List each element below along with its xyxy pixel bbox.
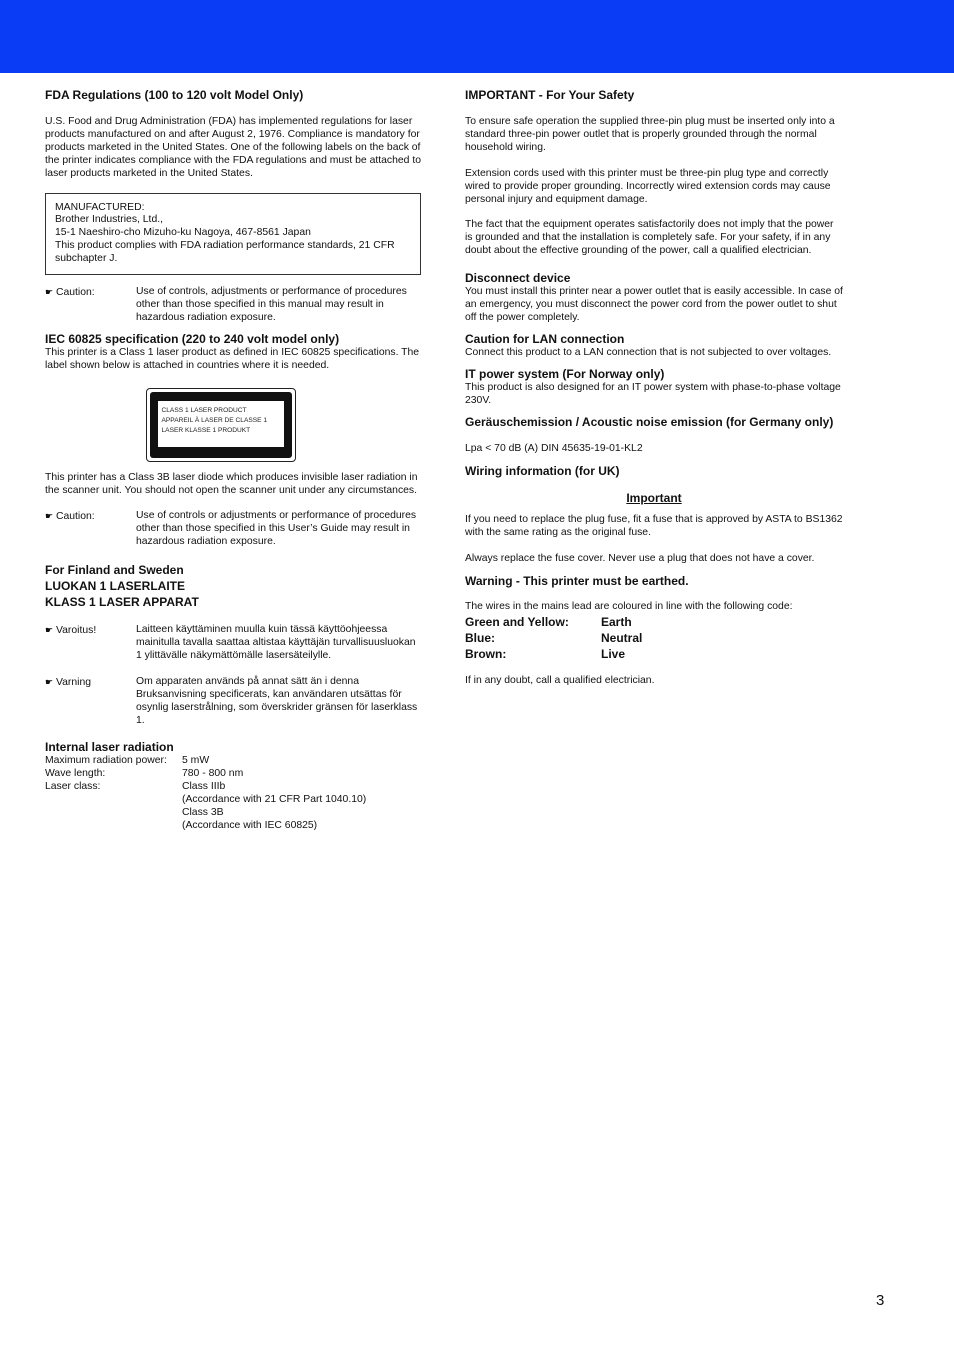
fda-heading: FDA Regulations (100 to 120 volt Model Only) [45, 88, 304, 102]
spec-label: Wave length: [45, 768, 106, 780]
varoitus-note [45, 624, 421, 663]
finland-heading: For Finland and Sweden [45, 563, 184, 578]
varning-text: Om apparaten används på annat sätt än i denna Bruksanvisning specificerats, kan användaren utsättas för osynlig laserstrålning, som överskrider gränsen för laserklass 1. [136, 675, 418, 726]
wires-intro: The wires in the mains lead are coloured in line with the following code: [465, 601, 793, 613]
spec-value: (Accordance with 21 CFR Part 1040.10) [182, 794, 367, 806]
earth-heading: Warning - This printer must be earthed. [465, 574, 689, 589]
varning-note [45, 676, 421, 728]
it-heading: IT power system (For Norway only) [465, 366, 665, 381]
fuse-text: If you need to replace the plug fuse, fit a fuse that is approved by ASTA to BS1362 with the same rating as the original fuse. [465, 514, 843, 539]
spec-value: 780 - 800 nm [182, 768, 244, 780]
iec-text: This printer is a Class 1 laser product as defined in IEC 60825 specifications. The label shown below is attached in countries where it is needed. [45, 346, 420, 371]
spec-label [45, 807, 182, 820]
caution-label: Caution: [55, 287, 95, 299]
wire-color: Green and Yellow: [465, 615, 569, 630]
finland-heading: KLASS 1 LASER APPARAT [45, 595, 199, 610]
finland-heading: LUOKAN 1 LASERLAITE [45, 579, 186, 594]
lan-heading: Caution for LAN connection [465, 331, 625, 346]
pointing-hand-icon: ☛ [45, 287, 54, 298]
laser-label-line: LASER KLASSE 1 PRODUKT [161, 426, 251, 434]
varoitus-label: Varoitus! [55, 625, 97, 637]
spec-value: Class IIIb [182, 781, 226, 793]
spec-value: Class 3B [182, 807, 224, 819]
spec-value: 5 mW [182, 755, 210, 767]
box-line: MANUFACTURED: [55, 201, 145, 213]
box-line: This product complies with FDA radiation performance standards, 21 CFR subchapter J. [55, 240, 395, 265]
fda-text: U.S. Food and Drug Administration (FDA) has implemented regulations for laser products manufactured on and after August 2, 1976. Compliance is mandatory for products marketed in the United States. One of the following labels on the back of the printer indicates compliance with the FDA regulations and must be attached to laser products marketed in the United States. [45, 116, 422, 179]
spec-label: Maximum radiation power: [45, 755, 167, 767]
safety-paragraph: Extension cords used with this printer must be three-pin plug type and correctly wired to provide proper grounding. Incorrectly wired extension cords may cause personal injury and equipment damage. [465, 167, 831, 205]
safety-heading: IMPORTANT - For Your Safety [465, 88, 635, 102]
wire-code-table [465, 614, 843, 662]
disconnect-text: You must install this printer near a power outlet that is easily accessible. In case of an emergency, you must disconnect the power cord from the power outlet to shut off the power completely. [465, 286, 843, 323]
caution-text: Use of controls or adjustments or performance of procedures other than those specified in this User’s Guide may result in hazardous radiation exposure. [136, 510, 417, 548]
varning-label: Varning [55, 676, 92, 688]
caution-text: Use of controls, adjustments or performance of procedures other than those specified in this manual may result in hazardous radiation exposure. [136, 286, 407, 323]
spec-label: Laser class: [45, 781, 101, 793]
safety-paragraph: The fact that the equipment operates satisfactorily does not imply that the power is grounded and that the installation is completely safe. For your safety, if in any doubt about the effective grounding of the power, call a qualified electrician. [465, 219, 834, 257]
wire-meaning: Live [601, 647, 626, 662]
important-label: Important [626, 490, 682, 505]
caution-note [45, 510, 421, 549]
laser-label-graphic [45, 388, 421, 462]
wiring-heading: Wiring information (for UK) [465, 463, 620, 478]
wire-meaning: Neutral [601, 631, 643, 646]
safety-paragraph: To ensure safe operation the supplied three-pin plug must be inserted only into a standard three-pin power outlet that is properly grounded through the normal household wiring. [465, 116, 835, 153]
wire-meaning: Earth [601, 615, 632, 630]
box-line: 15-1 Naeshiro-cho Mizuho-ku Nagoya, 467-8561 Japan [55, 227, 311, 239]
laser-label-line: CLASS 1 LASER PRODUCT [161, 406, 247, 414]
disconnect-heading: Disconnect device [465, 271, 571, 286]
right-column [465, 87, 843, 688]
noise-heading: Geräuschemission / Acoustic noise emission (for Germany only) [465, 414, 834, 429]
box-line: Brother Industries, Ltd., [55, 214, 164, 226]
caution-note [45, 286, 421, 325]
laser-label-line: APPAREIL À LASER DE CLASSE 1 [161, 416, 268, 424]
header-bar [0, 0, 954, 73]
wire-color: Blue: [465, 631, 495, 646]
noise-text: Lpa < 70 dB (A) DIN 45635-19-01-KL2 [465, 442, 643, 454]
left-column [45, 87, 421, 833]
caution-label: Caution: [55, 511, 95, 523]
cover-text: Always replace the fuse cover. Never use a plug that does not have a cover. [465, 553, 815, 565]
spec-value: (Accordance with IEC 60825) [182, 820, 318, 831]
pointing-hand-icon: ☛ [45, 676, 54, 687]
pointing-hand-icon: ☛ [45, 625, 54, 636]
it-text: This product is also designed for an IT power system with phase-to-phase voltage 230V. [465, 381, 841, 406]
lan-text: Connect this product to a LAN connection that is not subjected to over voltages. [465, 346, 832, 358]
class3b-text: This printer has a Class 3B laser diode which produces invisible laser radiation in the scanner unit. You should not open the scanner unit under any circumstances. [45, 471, 418, 496]
doubt-text: If in any doubt, call a qualified electrician. [465, 675, 655, 687]
page-number: 3 [876, 1292, 885, 1309]
pointing-hand-icon: ☛ [45, 511, 54, 522]
manufacturer-box [45, 193, 421, 276]
spec-label [45, 794, 182, 807]
varoitus-text: Laitteen käyttäminen muulla kuin tässä käyttöohjeessa mainitulla tavalla saattaa altistaa käyttäjän turvallisuusluokan 1 ylittävälle näkymättömälle lasersäteilylle. [136, 624, 416, 661]
wire-color: Brown: [465, 647, 507, 662]
spec-label [45, 820, 182, 833]
iec-heading: IEC 60825 specification (220 to 240 volt model only) [45, 331, 340, 346]
internal-heading: Internal laser radiation [45, 740, 174, 755]
laser-specs [45, 755, 421, 832]
